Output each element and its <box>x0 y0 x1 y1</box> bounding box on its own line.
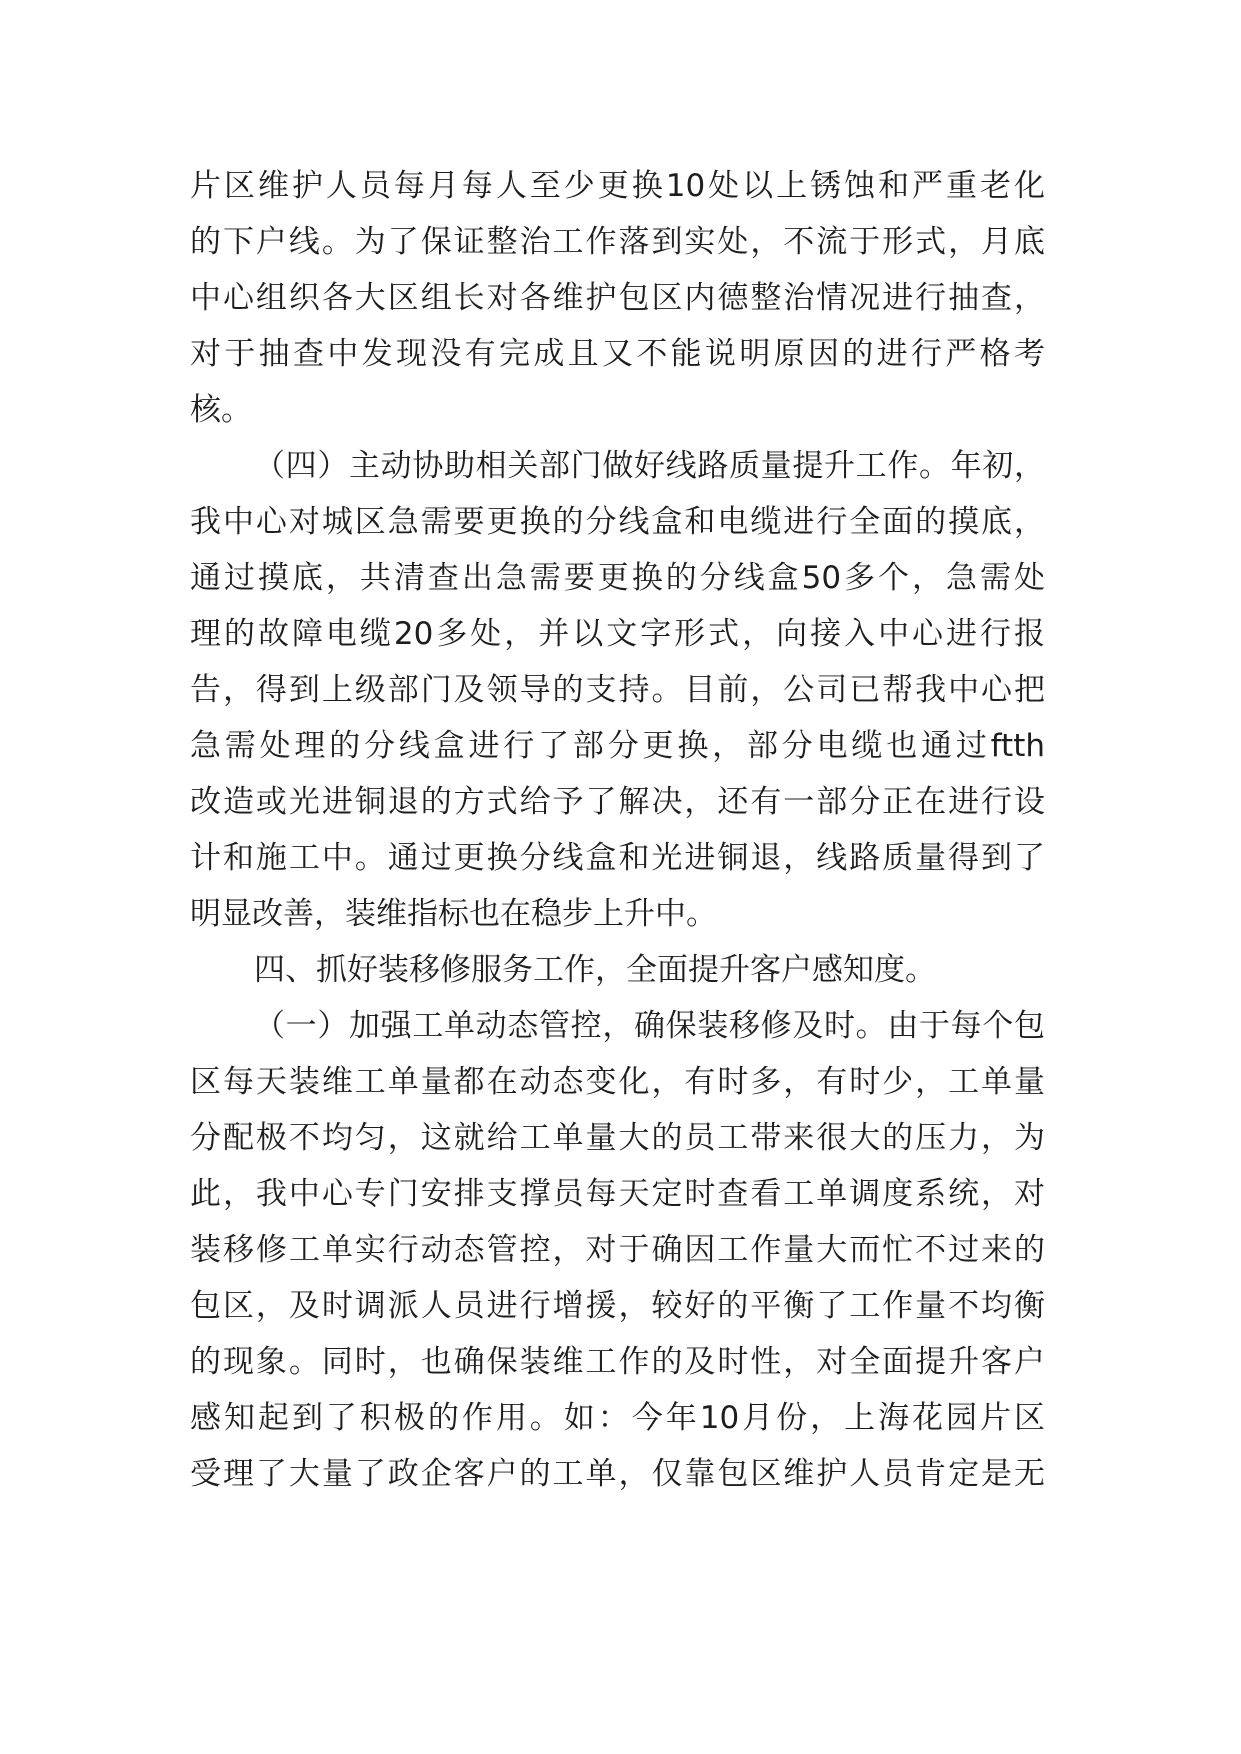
paragraph-line <box>190 502 1045 542</box>
paragraph-line <box>254 1006 1045 1046</box>
line-text: 告，得到上级部门及领导的支持。目前，公司已帮我中心把 <box>190 672 1045 708</box>
paragraph-line <box>190 222 1045 262</box>
line-text: （四）主动协助相关部门做好线路质量提升工作。年初， <box>254 448 1045 484</box>
paragraph-line <box>190 1342 1045 1382</box>
paragraph-line <box>190 1230 1045 1270</box>
line-text: 通过摸底，共清查出急需要更换的分线盒50多个，急需处 <box>190 560 1045 596</box>
line-text: 明显改善，装维指标也在稳步上升中。 <box>190 896 717 932</box>
line-text: 计和施工中。通过更换分线盒和光进铜退，线路质量得到了 <box>190 840 1045 876</box>
line-text: 改造或光进铜退的方式给予了解决，还有一部分正在进行设 <box>190 784 1045 820</box>
line-text: 包区，及时调派人员进行增援，较好的平衡了工作量不均衡 <box>190 1288 1045 1324</box>
paragraph-line <box>190 782 1045 822</box>
paragraph-line <box>190 1454 1045 1494</box>
paragraph-line <box>190 390 1045 430</box>
line-text: （一）加强工单动态管控，确保装移修及时。由于每个包 <box>254 1008 1045 1044</box>
paragraph-line <box>190 894 1045 934</box>
line-text: 急需处理的分线盒进行了部分更换，部分电缆也通过ftth <box>190 728 1045 764</box>
paragraph-line <box>190 334 1045 374</box>
paragraph-line <box>190 278 1045 318</box>
paragraph-line <box>190 670 1045 710</box>
line-text: 感知起到了积极的作用。如：今年10月份，上海花园片区 <box>190 1400 1045 1436</box>
line-text: 分配极不均匀，这就给工单量大的员工带来很大的压力，为 <box>190 1120 1045 1156</box>
section-heading <box>254 950 1045 990</box>
paragraph-line <box>190 1398 1045 1438</box>
paragraph-line <box>190 558 1045 598</box>
line-text: 受理了大量了政企客户的工单，仅靠包区维护人员肯定是无 <box>190 1456 1045 1492</box>
line-text: 的下户线。为了保证整治工作落到实处，不流于形式，月底 <box>190 224 1045 260</box>
line-text: 区每天装维工单量都在动态变化，有时多，有时少，工单量 <box>190 1064 1045 1100</box>
line-text: 片区维护人员每月每人至少更换10处以上锈蚀和严重老化 <box>190 168 1045 204</box>
line-text: 四、抓好装移修服务工作，全面提升客户感知度。 <box>254 952 936 988</box>
paragraph-line <box>190 726 1045 766</box>
line-text: 核。 <box>190 392 252 428</box>
paragraph-line <box>190 1174 1045 1214</box>
paragraph-line <box>254 446 1045 486</box>
paragraph-line <box>190 1286 1045 1326</box>
line-text: 理的故障电缆20多处，并以文字形式，向接入中心进行报 <box>190 616 1045 652</box>
line-text: 我中心对城区急需要更换的分线盒和电缆进行全面的摸底， <box>190 504 1045 540</box>
paragraph-line <box>190 1062 1045 1102</box>
paragraph-line <box>190 1118 1045 1158</box>
line-text: 此，我中心专门安排支撑员每天定时查看工单调度系统，对 <box>190 1176 1045 1212</box>
line-text: 中心组织各大区组长对各维护包区内德整治情况进行抽查， <box>190 280 1045 316</box>
line-text: 的现象。同时，也确保装维工作的及时性，对全面提升客户 <box>190 1344 1045 1380</box>
paragraph-line <box>190 838 1045 878</box>
line-text: 装移修工单实行动态管控，对于确因工作量大而忙不过来的 <box>190 1232 1045 1268</box>
paragraph-line <box>190 614 1045 654</box>
paragraph-line <box>190 166 1045 206</box>
line-text: 对于抽查中发现没有完成且又不能说明原因的进行严格考 <box>190 336 1045 372</box>
